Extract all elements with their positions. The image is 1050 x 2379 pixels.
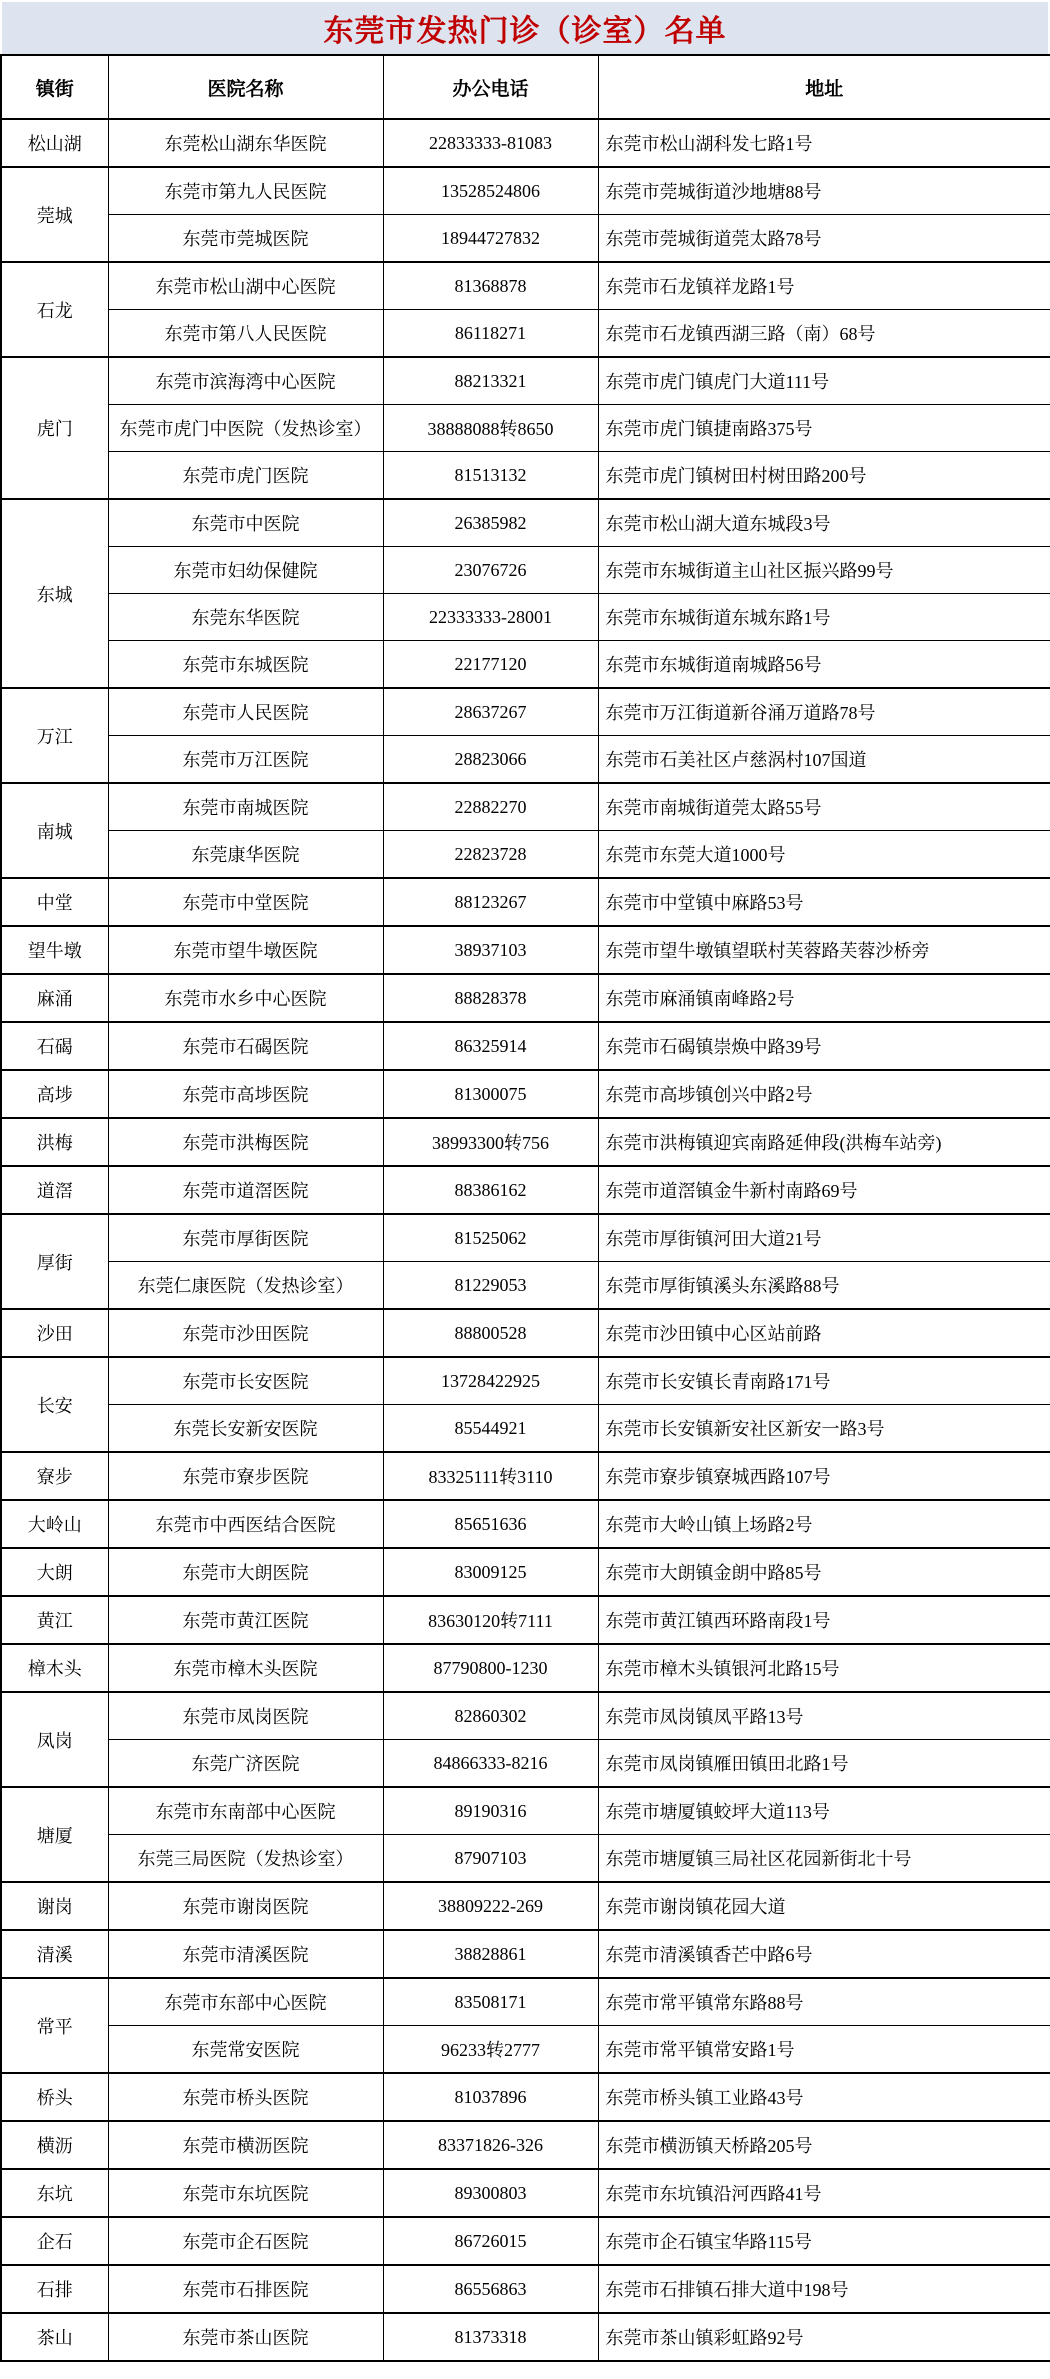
phone-cell: 82860302	[383, 1692, 598, 1740]
table-row	[1, 1740, 1050, 1788]
table-row	[1, 2026, 1050, 2074]
hospital-name-cell: 东莞市石排医院	[108, 2265, 383, 2313]
hospital-name-cell: 东莞市人民医院	[108, 688, 383, 736]
phone-cell: 89300803	[383, 2169, 598, 2217]
town-cell: 石排	[1, 2265, 108, 2313]
table-row	[1, 499, 1050, 547]
hospital-name-cell: 东莞广济医院	[108, 1740, 383, 1788]
town-cell: 麻涌	[1, 974, 108, 1022]
table-row	[1, 1452, 1050, 1500]
hospital-name-cell: 东莞市桥头医院	[108, 2073, 383, 2121]
header-town: 镇街	[1, 55, 108, 119]
phone-cell: 28823066	[383, 736, 598, 784]
phone-cell: 22833333-81083	[383, 119, 598, 167]
address-cell: 东莞市虎门镇虎门大道111号	[598, 357, 1050, 405]
hospital-name-cell: 东莞市莞城医院	[108, 215, 383, 263]
hospital-name-cell: 东莞仁康医院（发热诊室）	[108, 1262, 383, 1310]
phone-cell: 89190316	[383, 1787, 598, 1835]
table-row	[1, 1787, 1050, 1835]
header-hospital-name: 医院名称	[108, 55, 383, 119]
phone-cell: 81373318	[383, 2313, 598, 2361]
address-cell: 东莞市凤岗镇凤平路13号	[598, 1692, 1050, 1740]
address-cell: 东莞市厚街镇河田大道21号	[598, 1214, 1050, 1262]
phone-cell: 83009125	[383, 1548, 598, 1596]
table-body	[1, 119, 1050, 2361]
address-cell: 东莞市厚街镇溪头东溪路88号	[598, 1262, 1050, 1310]
address-cell: 东莞市石碣镇崇焕中路39号	[598, 1022, 1050, 1070]
table-row	[1, 1644, 1050, 1692]
table-row	[1, 1357, 1050, 1405]
title-bar	[2, 2, 1048, 54]
address-cell: 东莞市洪梅镇迎宾南路延伸段(洪梅车站旁)	[598, 1118, 1050, 1166]
hospital-name-cell: 东莞市长安医院	[108, 1357, 383, 1405]
town-cell: 万江	[1, 688, 108, 783]
table-row	[1, 926, 1050, 974]
hospital-name-cell: 东莞市黄江医院	[108, 1596, 383, 1644]
address-cell: 东莞市松山湖科发七路1号	[598, 119, 1050, 167]
town-cell: 南城	[1, 783, 108, 878]
town-cell: 东城	[1, 499, 108, 688]
table-row	[1, 878, 1050, 926]
header-phone: 办公电话	[383, 55, 598, 119]
address-cell: 东莞市寮步镇寮城西路107号	[598, 1452, 1050, 1500]
phone-cell: 83630120转7111	[383, 1596, 598, 1644]
table-row	[1, 262, 1050, 310]
header-address: 地址	[598, 55, 1050, 119]
hospital-name-cell: 东莞长安新安医院	[108, 1405, 383, 1453]
hospital-name-cell: 东莞市东南部中心医院	[108, 1787, 383, 1835]
hospital-name-cell: 东莞市洪梅医院	[108, 1118, 383, 1166]
phone-cell: 81525062	[383, 1214, 598, 1262]
town-cell: 谢岗	[1, 1882, 108, 1930]
phone-cell: 23076726	[383, 547, 598, 594]
town-cell: 石龙	[1, 262, 108, 357]
table-row	[1, 1166, 1050, 1214]
hospital-name-cell: 东莞市樟木头医院	[108, 1644, 383, 1692]
hospital-name-cell: 东莞市厚街医院	[108, 1214, 383, 1262]
table-row	[1, 641, 1050, 689]
town-cell: 道滘	[1, 1166, 108, 1214]
table-row	[1, 1692, 1050, 1740]
table-row	[1, 974, 1050, 1022]
hospital-name-cell: 东莞东华医院	[108, 594, 383, 641]
hospital-name-cell: 东莞康华医院	[108, 831, 383, 879]
phone-cell: 28637267	[383, 688, 598, 736]
phone-cell: 81368878	[383, 262, 598, 310]
address-cell: 东莞市东莞大道1000号	[598, 831, 1050, 879]
phone-cell: 26385982	[383, 499, 598, 547]
table-row	[1, 405, 1050, 452]
hospital-name-cell: 东莞市南城医院	[108, 783, 383, 831]
town-cell: 松山湖	[1, 119, 108, 167]
phone-cell: 38809222-269	[383, 1882, 598, 1930]
address-cell: 东莞市沙田镇中心区站前路	[598, 1309, 1050, 1357]
hospital-name-cell: 东莞市东城医院	[108, 641, 383, 689]
town-cell: 沙田	[1, 1309, 108, 1357]
hospital-name-cell: 东莞市寮步医院	[108, 1452, 383, 1500]
header-row	[1, 55, 1050, 119]
hospital-name-cell: 东莞市石碣医院	[108, 1022, 383, 1070]
phone-cell: 85651636	[383, 1500, 598, 1548]
town-cell: 高埗	[1, 1070, 108, 1118]
town-cell: 望牛墩	[1, 926, 108, 974]
address-cell: 东莞市中堂镇中麻路53号	[598, 878, 1050, 926]
town-cell: 樟木头	[1, 1644, 108, 1692]
town-cell: 常平	[1, 1978, 108, 2073]
phone-cell: 86556863	[383, 2265, 598, 2313]
table-row	[1, 1405, 1050, 1453]
phone-cell: 88386162	[383, 1166, 598, 1214]
address-cell: 东莞市黄江镇西环路南段1号	[598, 1596, 1050, 1644]
town-cell: 虎门	[1, 357, 108, 499]
hospital-name-cell: 东莞市凤岗医院	[108, 1692, 383, 1740]
phone-cell: 86118271	[383, 310, 598, 358]
address-cell: 东莞市大岭山镇上场路2号	[598, 1500, 1050, 1548]
table-row	[1, 1022, 1050, 1070]
phone-cell: 83371826-326	[383, 2121, 598, 2169]
town-cell: 中堂	[1, 878, 108, 926]
hospital-name-cell: 东莞市望牛墩医院	[108, 926, 383, 974]
phone-cell: 38937103	[383, 926, 598, 974]
page-title: 东莞市发热门诊（诊室）名单	[323, 15, 727, 48]
hospital-name-cell: 东莞市第九人民医院	[108, 167, 383, 215]
hospital-name-cell: 东莞市沙田医院	[108, 1309, 383, 1357]
table-row	[1, 1930, 1050, 1978]
hospital-name-cell: 东莞市松山湖中心医院	[108, 262, 383, 310]
phone-cell: 87907103	[383, 1835, 598, 1883]
table-row	[1, 1309, 1050, 1357]
table-row	[1, 1882, 1050, 1930]
address-cell: 东莞市南城街道莞太路55号	[598, 783, 1050, 831]
table-row	[1, 736, 1050, 784]
table-row	[1, 1978, 1050, 2026]
table-row	[1, 2169, 1050, 2217]
town-cell: 黄江	[1, 1596, 108, 1644]
address-cell: 东莞市莞城街道莞太路78号	[598, 215, 1050, 263]
hospital-name-cell: 东莞松山湖东华医院	[108, 119, 383, 167]
address-cell: 东莞市谢岗镇花园大道	[598, 1882, 1050, 1930]
address-cell: 东莞市道滘镇金牛新村南路69号	[598, 1166, 1050, 1214]
address-cell: 东莞市莞城街道沙地塘88号	[598, 167, 1050, 215]
table-row	[1, 1548, 1050, 1596]
hospital-name-cell: 东莞市中西医结合医院	[108, 1500, 383, 1548]
phone-cell: 88828378	[383, 974, 598, 1022]
table-row	[1, 1118, 1050, 1166]
table-row	[1, 1596, 1050, 1644]
hospital-name-cell: 东莞市虎门中医院（发热诊室）	[108, 405, 383, 452]
town-cell: 塘厦	[1, 1787, 108, 1882]
table-row	[1, 2121, 1050, 2169]
address-cell: 东莞市长安镇长青南路171号	[598, 1357, 1050, 1405]
address-cell: 东莞市万江街道新谷涌万道路78号	[598, 688, 1050, 736]
town-cell: 企石	[1, 2217, 108, 2265]
phone-cell: 81300075	[383, 1070, 598, 1118]
hospital-name-cell: 东莞市万江医院	[108, 736, 383, 784]
table-row	[1, 167, 1050, 215]
hospital-name-cell: 东莞市东部中心医院	[108, 1978, 383, 2026]
town-cell: 桥头	[1, 2073, 108, 2121]
address-cell: 东莞市高埗镇创兴中路2号	[598, 1070, 1050, 1118]
phone-cell: 85544921	[383, 1405, 598, 1453]
page	[0, 2, 1050, 2362]
phone-cell: 22882270	[383, 783, 598, 831]
town-cell: 茶山	[1, 2313, 108, 2361]
phone-cell: 84866333-8216	[383, 1740, 598, 1788]
address-cell: 东莞市清溪镇香芒中路6号	[598, 1930, 1050, 1978]
hospital-name-cell: 东莞市茶山医院	[108, 2313, 383, 2361]
table-row	[1, 2217, 1050, 2265]
phone-cell: 13728422925	[383, 1357, 598, 1405]
table-row	[1, 119, 1050, 167]
phone-cell: 38993300转756	[383, 1118, 598, 1166]
table-row	[1, 594, 1050, 641]
phone-cell: 86726015	[383, 2217, 598, 2265]
hospital-name-cell: 东莞市水乡中心医院	[108, 974, 383, 1022]
town-cell: 大岭山	[1, 1500, 108, 1548]
table-row	[1, 1070, 1050, 1118]
address-cell: 东莞市虎门镇捷南路375号	[598, 405, 1050, 452]
phone-cell: 13528524806	[383, 167, 598, 215]
table-row	[1, 547, 1050, 594]
hospital-name-cell: 东莞市横沥医院	[108, 2121, 383, 2169]
table-row	[1, 1262, 1050, 1310]
phone-cell: 81229053	[383, 1262, 598, 1310]
address-cell: 东莞市石龙镇祥龙路1号	[598, 262, 1050, 310]
town-cell: 大朗	[1, 1548, 108, 1596]
hospital-name-cell: 东莞市高埗医院	[108, 1070, 383, 1118]
hospital-name-cell: 东莞市妇幼保健院	[108, 547, 383, 594]
table-row	[1, 452, 1050, 500]
address-cell: 东莞市塘厦镇三局社区花园新街北十号	[598, 1835, 1050, 1883]
phone-cell: 88800528	[383, 1309, 598, 1357]
hospital-name-cell: 东莞市虎门医院	[108, 452, 383, 500]
fever-clinic-table	[0, 54, 1050, 2362]
phone-cell: 22823728	[383, 831, 598, 879]
table-row	[1, 2313, 1050, 2361]
town-cell: 清溪	[1, 1930, 108, 1978]
town-cell: 洪梅	[1, 1118, 108, 1166]
hospital-name-cell: 东莞市第八人民医院	[108, 310, 383, 358]
address-cell: 东莞市石排镇石排大道中198号	[598, 2265, 1050, 2313]
table-row	[1, 2073, 1050, 2121]
address-cell: 东莞市企石镇宝华路115号	[598, 2217, 1050, 2265]
town-cell: 横沥	[1, 2121, 108, 2169]
hospital-name-cell: 东莞市清溪医院	[108, 1930, 383, 1978]
phone-cell: 81513132	[383, 452, 598, 500]
phone-cell: 22177120	[383, 641, 598, 689]
phone-cell: 38888088转8650	[383, 405, 598, 452]
address-cell: 东莞市大朗镇金朗中路85号	[598, 1548, 1050, 1596]
phone-cell: 96233转2777	[383, 2026, 598, 2074]
address-cell: 东莞市虎门镇树田村树田路200号	[598, 452, 1050, 500]
hospital-name-cell: 东莞市中医院	[108, 499, 383, 547]
address-cell: 东莞市横沥镇天桥路205号	[598, 2121, 1050, 2169]
town-cell: 东坑	[1, 2169, 108, 2217]
table-row	[1, 2265, 1050, 2313]
address-cell: 东莞市常平镇常东路88号	[598, 1978, 1050, 2026]
table-row	[1, 357, 1050, 405]
phone-cell: 88213321	[383, 357, 598, 405]
address-cell: 东莞市茶山镇彩虹路92号	[598, 2313, 1050, 2361]
town-cell: 凤岗	[1, 1692, 108, 1787]
hospital-name-cell: 东莞市大朗医院	[108, 1548, 383, 1596]
hospital-name-cell: 东莞市道滘医院	[108, 1166, 383, 1214]
hospital-name-cell: 东莞市东坑医院	[108, 2169, 383, 2217]
address-cell: 东莞市望牛墩镇望联村芙蓉路芙蓉沙桥旁	[598, 926, 1050, 974]
address-cell: 东莞市东城街道南城路56号	[598, 641, 1050, 689]
address-cell: 东莞市东坑镇沿河西路41号	[598, 2169, 1050, 2217]
address-cell: 东莞市石龙镇西湖三路（南）68号	[598, 310, 1050, 358]
town-cell: 石碣	[1, 1022, 108, 1070]
address-cell: 东莞市塘厦镇蛟坪大道113号	[598, 1787, 1050, 1835]
phone-cell: 22333333-28001	[383, 594, 598, 641]
hospital-name-cell: 东莞市中堂医院	[108, 878, 383, 926]
address-cell: 东莞市松山湖大道东城段3号	[598, 499, 1050, 547]
phone-cell: 88123267	[383, 878, 598, 926]
town-cell: 长安	[1, 1357, 108, 1452]
address-cell: 东莞市长安镇新安社区新安一路3号	[598, 1405, 1050, 1453]
table-row	[1, 688, 1050, 736]
table-row	[1, 310, 1050, 358]
phone-cell: 83325111转3110	[383, 1452, 598, 1500]
phone-cell: 38828861	[383, 1930, 598, 1978]
address-cell: 东莞市樟木头镇银河北路15号	[598, 1644, 1050, 1692]
hospital-name-cell: 东莞市谢岗医院	[108, 1882, 383, 1930]
phone-cell: 86325914	[383, 1022, 598, 1070]
table-row	[1, 831, 1050, 879]
phone-cell: 83508171	[383, 1978, 598, 2026]
hospital-name-cell: 东莞常安医院	[108, 2026, 383, 2074]
phone-cell: 18944727832	[383, 215, 598, 263]
hospital-name-cell: 东莞三局医院（发热诊室）	[108, 1835, 383, 1883]
address-cell: 东莞市桥头镇工业路43号	[598, 2073, 1050, 2121]
address-cell: 东莞市常平镇常安路1号	[598, 2026, 1050, 2074]
hospital-name-cell: 东莞市企石医院	[108, 2217, 383, 2265]
table-header	[1, 55, 1050, 119]
town-cell: 莞城	[1, 167, 108, 262]
address-cell: 东莞市石美社区卢慈涡村107国道	[598, 736, 1050, 784]
table-row	[1, 215, 1050, 263]
phone-cell: 81037896	[383, 2073, 598, 2121]
address-cell: 东莞市麻涌镇南峰路2号	[598, 974, 1050, 1022]
town-cell: 厚街	[1, 1214, 108, 1309]
address-cell: 东莞市东城街道主山社区振兴路99号	[598, 547, 1050, 594]
phone-cell: 87790800-1230	[383, 1644, 598, 1692]
table-row	[1, 783, 1050, 831]
table-row	[1, 1835, 1050, 1883]
hospital-name-cell: 东莞市滨海湾中心医院	[108, 357, 383, 405]
address-cell: 东莞市凤岗镇雁田镇田北路1号	[598, 1740, 1050, 1788]
address-cell: 东莞市东城街道东城东路1号	[598, 594, 1050, 641]
town-cell: 寮步	[1, 1452, 108, 1500]
table-row	[1, 1214, 1050, 1262]
table-row	[1, 1500, 1050, 1548]
